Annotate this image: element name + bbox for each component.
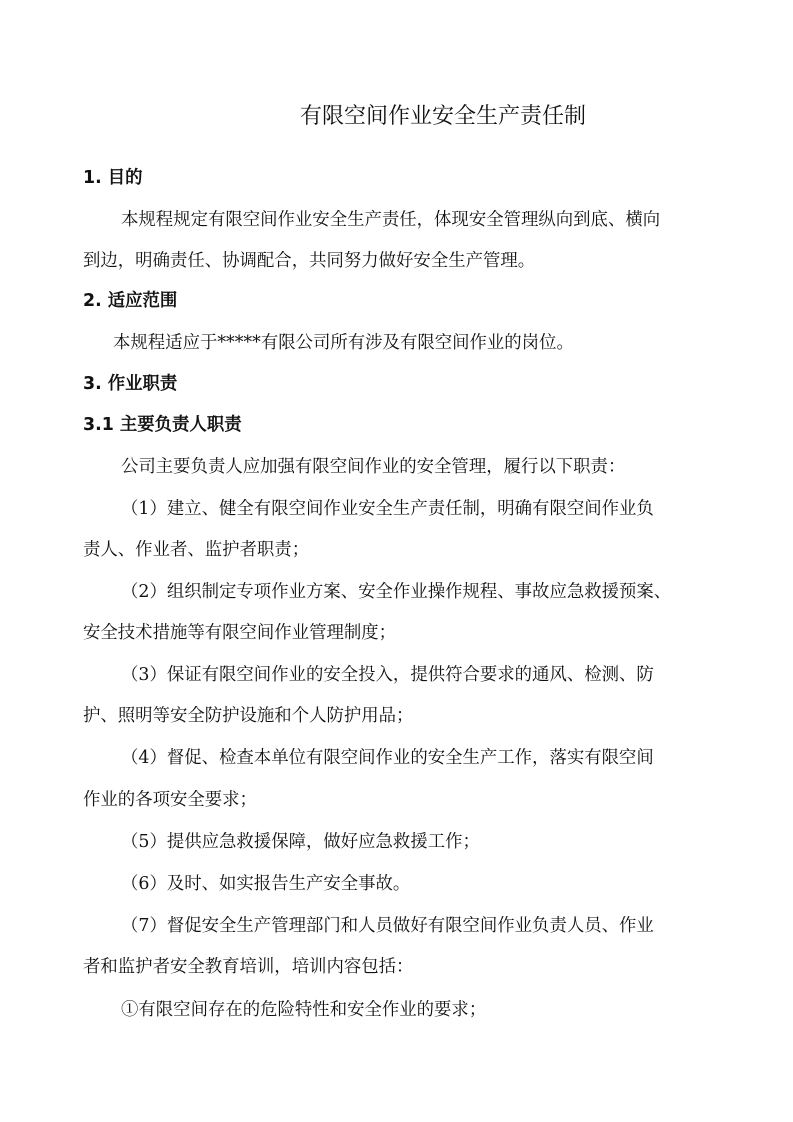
paragraph-line: 到边，明确责任、协调配合，共同努力做好安全生产管理。 [83, 251, 536, 271]
section-heading-duties: 3. 作业职责 [83, 374, 178, 394]
paragraph-line: 公司主要负责人应加强有限空间作业的安全管理，履行以下职责： [121, 457, 626, 477]
list-item-line: 作业的各项安全要求； [83, 790, 257, 810]
list-item-line: 责人、作业者、监护者职责； [83, 540, 310, 560]
training-item-line: ①有限空间存在的危险特性和安全作业的要求； [121, 1000, 487, 1020]
list-item-line: 护、照明等安全防护设施和个人防护用品； [83, 706, 414, 726]
list-item-line: 者和监护者安全教育培训，培训内容包括： [83, 957, 414, 977]
paragraph-line: 本规程适应于*****有限公司所有涉及有限空间作业的岗位。 [113, 333, 574, 353]
list-item-line: （3）保证有限空间作业的安全投入，提供符合要求的通风、检测、防 [121, 665, 654, 685]
list-item-line: （5）提供应急救援保障，做好应急救援工作； [121, 832, 480, 852]
list-item-line: 安全技术措施等有限空间作业管理制度； [83, 623, 397, 643]
list-item-line: （1）建立、健全有限空间作业安全生产责任制，明确有限空间作业负 [121, 499, 654, 519]
section-heading-scope: 2. 适应范围 [83, 291, 178, 311]
subsection-heading-principal: 3.1 主要负责人职责 [83, 415, 242, 435]
document-title: 有限空间作业安全生产责任制 [299, 104, 586, 129]
list-item-line: （7）督促安全生产管理部门和人员做好有限空间作业负责人员、作业 [121, 916, 654, 936]
list-item-line: （4）督促、检查本单位有限空间作业的安全生产工作，落实有限空间 [121, 748, 654, 768]
list-item-line: （2）组织制定专项作业方案、安全作业操作规程、事故应急救援预案、 [121, 582, 672, 602]
list-item-line: （6）及时、如实报告生产安全事故。 [121, 874, 411, 894]
paragraph-line: 本规程规定有限空间作业安全生产责任，体现安全管理纵向到底、横向 [121, 210, 661, 230]
section-heading-purpose: 1. 目的 [83, 168, 143, 188]
